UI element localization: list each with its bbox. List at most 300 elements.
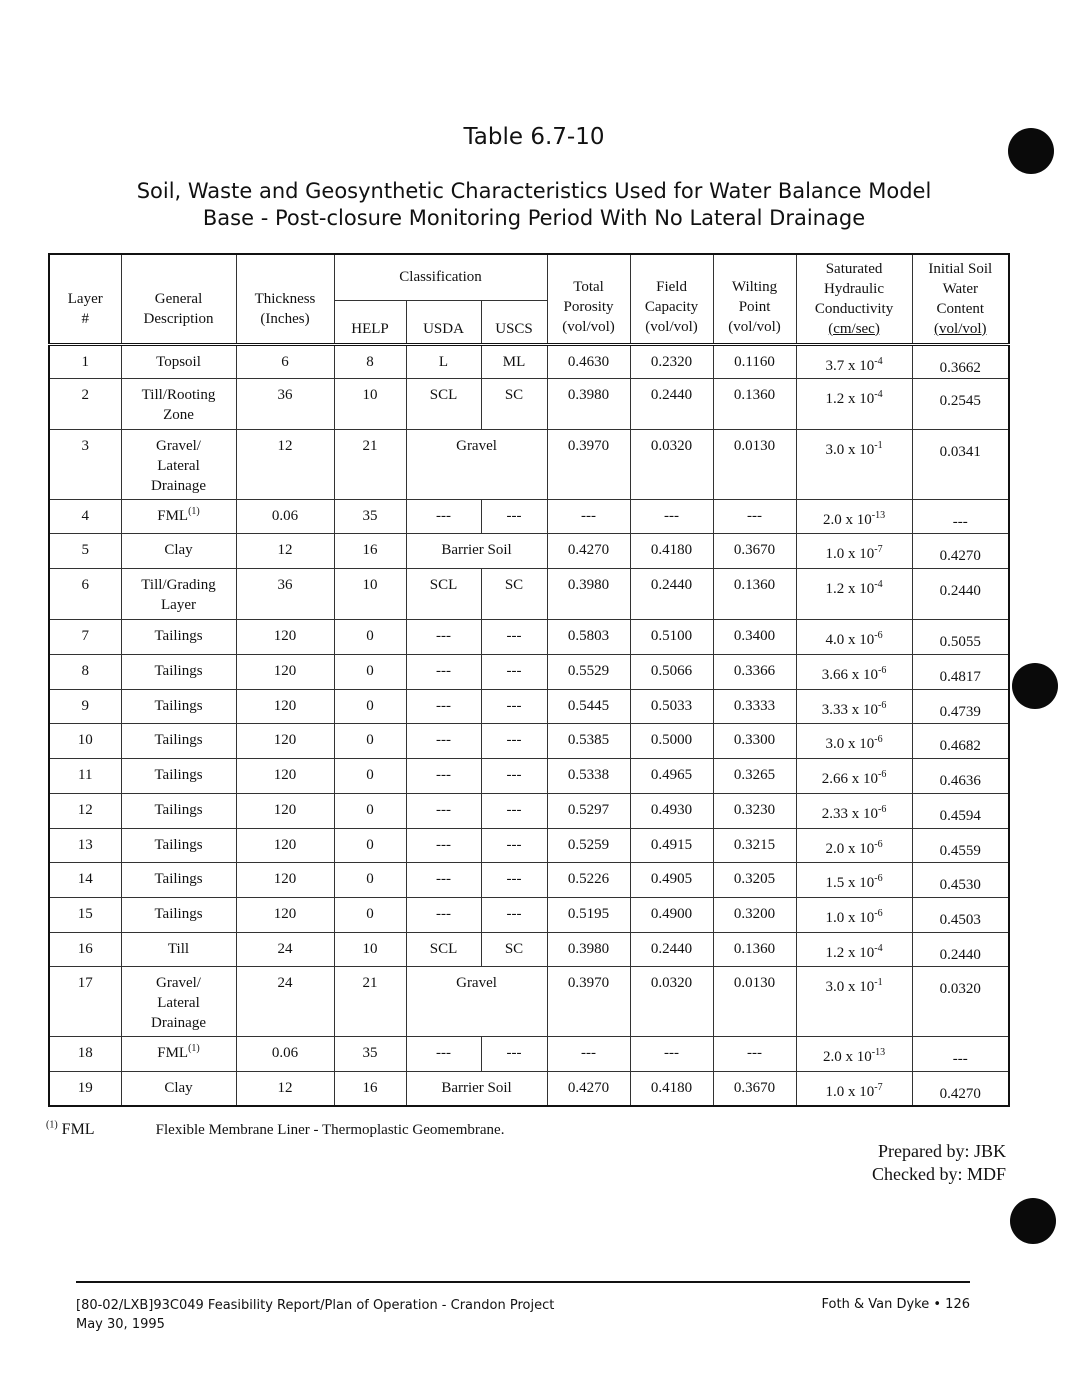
cell-hydraulic-conductivity: 2.66 x $10^{-6}$ bbox=[796, 759, 912, 794]
cell-field-capacity: 0.2440 bbox=[630, 932, 713, 967]
table-title bbox=[0, 178, 1068, 232]
cell-thickness: 12 bbox=[236, 534, 334, 569]
table-row bbox=[49, 654, 1009, 689]
table-row bbox=[49, 344, 1009, 379]
cell-usda: --- bbox=[406, 863, 481, 898]
cell-usda: --- bbox=[406, 897, 481, 932]
cell-layer: 2 bbox=[49, 379, 121, 430]
cell-help: 35 bbox=[334, 499, 406, 534]
cell-thickness: 12 bbox=[236, 430, 334, 499]
description-line: Tailings bbox=[154, 905, 203, 922]
cell-description bbox=[121, 654, 236, 689]
table-row bbox=[49, 1036, 1009, 1071]
header-field-capacity: Field Capacity (vol/vol) bbox=[630, 254, 713, 344]
cell-field-capacity: 0.0320 bbox=[630, 430, 713, 499]
cell-field-capacity: 0.4180 bbox=[630, 534, 713, 569]
exponent: -4 bbox=[874, 355, 883, 367]
table-row bbox=[49, 932, 1009, 967]
cell-field-capacity: 0.5033 bbox=[630, 689, 713, 724]
cell-initial-water-content: 0.0320 bbox=[912, 967, 1009, 1036]
cell-help: 35 bbox=[334, 1036, 406, 1071]
cell-hydraulic-conductivity: 1.2 x $10^{-4}$ bbox=[796, 932, 912, 967]
cell-help: 0 bbox=[334, 897, 406, 932]
cell-initial-water-content: 0.4270 bbox=[912, 534, 1009, 569]
table-header bbox=[49, 254, 1009, 344]
punch-hole-bottom bbox=[1010, 1198, 1056, 1244]
exponent: -6 bbox=[877, 664, 887, 676]
table-row bbox=[49, 430, 1009, 499]
footnote-marker: (1) bbox=[46, 1119, 58, 1131]
cell-thickness: 36 bbox=[236, 379, 334, 430]
cell-thickness: 24 bbox=[236, 967, 334, 1036]
footnote-ref: (1) bbox=[188, 1042, 200, 1054]
cell-layer: 6 bbox=[49, 569, 121, 620]
cell-usda: --- bbox=[406, 724, 481, 759]
cell-hydraulic-conductivity: 3.7 x $10^{-4}$ bbox=[796, 344, 912, 379]
description-line: Lateral bbox=[157, 458, 200, 475]
cell-total-porosity: 0.5259 bbox=[547, 828, 630, 863]
cell-initial-water-content: 0.3662 bbox=[912, 344, 1009, 379]
cell-field-capacity: 0.4900 bbox=[630, 897, 713, 932]
description-line: Drainage bbox=[151, 478, 206, 495]
cell-layer: 5 bbox=[49, 534, 121, 569]
cell-usda: --- bbox=[406, 759, 481, 794]
cell-description bbox=[121, 793, 236, 828]
cell-help: 16 bbox=[334, 534, 406, 569]
cell-initial-water-content: 0.2440 bbox=[912, 932, 1009, 967]
cell-field-capacity: 0.2440 bbox=[630, 569, 713, 620]
description-line: FML$^{(1)}$ bbox=[157, 1042, 200, 1061]
header-classification: Classification bbox=[334, 254, 547, 300]
cell-initial-water-content: 0.0341 bbox=[912, 430, 1009, 499]
cell-wilting-point: 0.0130 bbox=[713, 967, 796, 1036]
table-row bbox=[49, 499, 1009, 534]
signoff bbox=[872, 1140, 1006, 1186]
title-line-2: Base - Post-closure Monitoring Period With No Lateral Drainage bbox=[202, 206, 866, 230]
cell-wilting-point: 0.1360 bbox=[713, 932, 796, 967]
table-row bbox=[49, 534, 1009, 569]
cell-total-porosity: 0.5445 bbox=[547, 689, 630, 724]
cell-description bbox=[121, 344, 236, 379]
exponent: -4 bbox=[874, 942, 883, 954]
cell-uscs: --- bbox=[481, 499, 547, 534]
cell-usda: --- bbox=[406, 499, 481, 534]
cell-description bbox=[121, 569, 236, 620]
description-line: Till/Grading bbox=[141, 577, 216, 594]
cell-usda: SCL bbox=[406, 932, 481, 967]
footer-date: May 30, 1995 bbox=[76, 1317, 165, 1332]
cell-initial-water-content: 0.2440 bbox=[912, 569, 1009, 620]
header-general-description: General Description bbox=[121, 254, 236, 344]
table-row bbox=[49, 828, 1009, 863]
cell-thickness: 12 bbox=[236, 1071, 334, 1106]
cell-uscs: --- bbox=[481, 1036, 547, 1071]
cell-usda: --- bbox=[406, 793, 481, 828]
table-row bbox=[49, 759, 1009, 794]
cell-help: 8 bbox=[334, 344, 406, 379]
exponent: -6 bbox=[874, 630, 883, 642]
cell-hydraulic-conductivity: 3.66 x $10^{-6}$ bbox=[796, 654, 912, 689]
cell-initial-water-content: 0.4817 bbox=[912, 654, 1009, 689]
cell-hydraulic-conductivity: 3.33 x $10^{-6}$ bbox=[796, 689, 912, 724]
cell-initial-water-content: --- bbox=[912, 1036, 1009, 1071]
cell-help: 10 bbox=[334, 569, 406, 620]
cell-total-porosity: 0.5529 bbox=[547, 654, 630, 689]
table-number: Table 6.7-10 bbox=[463, 124, 605, 150]
cell-field-capacity: --- bbox=[630, 499, 713, 534]
cell-total-porosity: 0.3970 bbox=[547, 430, 630, 499]
description-line: Topsoil bbox=[156, 353, 201, 370]
description-line: Tailings bbox=[154, 801, 203, 818]
description-line: Till bbox=[167, 940, 190, 957]
cell-layer: 12 bbox=[49, 793, 121, 828]
cell-wilting-point: 0.3300 bbox=[713, 724, 796, 759]
cell-thickness: 120 bbox=[236, 863, 334, 898]
cell-thickness: 24 bbox=[236, 932, 334, 967]
cell-uscs: --- bbox=[481, 724, 547, 759]
cell-wilting-point: 0.3670 bbox=[713, 1071, 796, 1106]
cell-hydraulic-conductivity: 1.2 x $10^{-4}$ bbox=[796, 379, 912, 430]
punch-hole-middle bbox=[1012, 663, 1058, 709]
description-line: Tailings bbox=[154, 871, 203, 888]
exponent: -4 bbox=[874, 389, 883, 401]
cell-thickness: 120 bbox=[236, 897, 334, 932]
description-line: FML$^{(1)}$ bbox=[157, 505, 200, 524]
cell-layer: 13 bbox=[49, 828, 121, 863]
cell-usda-uscs: Gravel bbox=[406, 430, 547, 499]
cell-wilting-point: 0.1160 bbox=[713, 344, 796, 379]
title-line-1: Soil, Waste and Geosynthetic Characteristics Used for Water Balance Model bbox=[136, 179, 932, 203]
exponent: -13 bbox=[871, 509, 886, 521]
cell-uscs: --- bbox=[481, 689, 547, 724]
cell-help: 21 bbox=[334, 967, 406, 1036]
description-line: Layer bbox=[161, 597, 196, 614]
cell-help: 0 bbox=[334, 863, 406, 898]
cell-hydraulic-conductivity: 1.0 x $10^{-7}$ bbox=[796, 1071, 912, 1106]
cell-hydraulic-conductivity: 3.0 x $10^{-6}$ bbox=[796, 724, 912, 759]
cell-help: 16 bbox=[334, 1071, 406, 1106]
cell-description bbox=[121, 724, 236, 759]
cell-help: 0 bbox=[334, 620, 406, 655]
cell-usda: --- bbox=[406, 654, 481, 689]
header-usda: USDA bbox=[406, 300, 481, 344]
cell-total-porosity: 0.5226 bbox=[547, 863, 630, 898]
footer-left bbox=[76, 1296, 554, 1334]
cell-layer: 1 bbox=[49, 344, 121, 379]
cell-thickness: 36 bbox=[236, 569, 334, 620]
cell-help: 10 bbox=[334, 379, 406, 430]
cell-description bbox=[121, 534, 236, 569]
cell-total-porosity: --- bbox=[547, 1036, 630, 1071]
cell-usda: SCL bbox=[406, 379, 481, 430]
cell-usda: L bbox=[406, 344, 481, 379]
exponent: -6 bbox=[877, 769, 887, 781]
description-line: Tailings bbox=[154, 767, 203, 784]
header-uscs: USCS bbox=[481, 300, 547, 344]
cell-field-capacity: 0.4905 bbox=[630, 863, 713, 898]
header-initial-soil-water-content: Initial Soil Water Content (vol/vol) bbox=[912, 254, 1009, 344]
cell-description bbox=[121, 499, 236, 534]
cell-layer: 4 bbox=[49, 499, 121, 534]
cell-wilting-point: 0.1360 bbox=[713, 569, 796, 620]
cell-layer: 7 bbox=[49, 620, 121, 655]
cell-description bbox=[121, 759, 236, 794]
cell-wilting-point: 0.3215 bbox=[713, 828, 796, 863]
cell-hydraulic-conductivity: 2.0 x $10^{-13}$ bbox=[796, 499, 912, 534]
exponent: -6 bbox=[877, 803, 887, 815]
cell-initial-water-content: 0.4530 bbox=[912, 863, 1009, 898]
cell-initial-water-content: 0.4739 bbox=[912, 689, 1009, 724]
table-row bbox=[49, 967, 1009, 1036]
cell-usda: --- bbox=[406, 620, 481, 655]
description-line: Drainage bbox=[151, 1015, 206, 1032]
cell-description bbox=[121, 430, 236, 499]
cell-uscs: --- bbox=[481, 793, 547, 828]
cell-wilting-point: 0.1360 bbox=[713, 379, 796, 430]
cell-wilting-point: 0.3205 bbox=[713, 863, 796, 898]
cell-initial-water-content: 0.2545 bbox=[912, 379, 1009, 430]
header-saturated-hydraulic-conductivity: Saturated Hydraulic Conductivity (cm/sec) bbox=[796, 254, 912, 344]
description-line: Tailings bbox=[154, 836, 203, 853]
cell-wilting-point: 0.0130 bbox=[713, 430, 796, 499]
table-row bbox=[49, 793, 1009, 828]
footer-doc-reference: [80-02/LXB]93C049 Feasibility Report/Plan of Operation - Crandon Project bbox=[76, 1298, 555, 1313]
cell-hydraulic-conductivity: 4.0 x $10^{-6}$ bbox=[796, 620, 912, 655]
cell-description bbox=[121, 828, 236, 863]
table-row bbox=[49, 689, 1009, 724]
cell-field-capacity: 0.5066 bbox=[630, 654, 713, 689]
cell-total-porosity: 0.5803 bbox=[547, 620, 630, 655]
cell-uscs: SC bbox=[481, 379, 547, 430]
cell-thickness: 120 bbox=[236, 724, 334, 759]
cell-hydraulic-conductivity: 3.0 x $10^{-1}$ bbox=[796, 430, 912, 499]
cell-description bbox=[121, 1071, 236, 1106]
prepared-by: Prepared by: JBK bbox=[878, 1141, 1006, 1161]
cell-initial-water-content: 0.4594 bbox=[912, 793, 1009, 828]
characteristics-table bbox=[48, 253, 1010, 1107]
cell-wilting-point: 0.3366 bbox=[713, 654, 796, 689]
exponent: -6 bbox=[874, 907, 883, 919]
exponent: -7 bbox=[874, 1081, 883, 1093]
cell-total-porosity: 0.3980 bbox=[547, 569, 630, 620]
cell-help: 0 bbox=[334, 654, 406, 689]
cell-help: 0 bbox=[334, 828, 406, 863]
cell-layer: 16 bbox=[49, 932, 121, 967]
cell-total-porosity: 0.3970 bbox=[547, 967, 630, 1036]
header-wilting-point: Wilting Point (vol/vol) bbox=[713, 254, 796, 344]
cell-uscs: --- bbox=[481, 654, 547, 689]
cell-thickness: 0.06 bbox=[236, 1036, 334, 1071]
cell-total-porosity: 0.3980 bbox=[547, 932, 630, 967]
description-line: Tailings bbox=[154, 662, 203, 679]
cell-help: 0 bbox=[334, 793, 406, 828]
cell-usda-uscs: Gravel bbox=[406, 967, 547, 1036]
cell-usda: --- bbox=[406, 828, 481, 863]
description-line: Gravel/ bbox=[156, 975, 201, 992]
cell-hydraulic-conductivity: 2.0 x $10^{-6}$ bbox=[796, 828, 912, 863]
checked-by: Checked by: MDF bbox=[872, 1164, 1006, 1184]
cell-wilting-point: --- bbox=[713, 499, 796, 534]
cell-wilting-point: 0.3200 bbox=[713, 897, 796, 932]
description-line: Lateral bbox=[157, 995, 200, 1012]
table-row bbox=[49, 569, 1009, 620]
cell-layer: 8 bbox=[49, 654, 121, 689]
table-row bbox=[49, 863, 1009, 898]
cell-layer: 14 bbox=[49, 863, 121, 898]
cell-field-capacity: 0.5100 bbox=[630, 620, 713, 655]
footnote-text: Flexible Membrane Liner - Thermoplastic Geomembrane. bbox=[155, 1122, 505, 1138]
description-line: Clay bbox=[164, 1079, 193, 1096]
cell-wilting-point: 0.3230 bbox=[713, 793, 796, 828]
cell-layer: 3 bbox=[49, 430, 121, 499]
cell-field-capacity: 0.4180 bbox=[630, 1071, 713, 1106]
cell-thickness: 120 bbox=[236, 654, 334, 689]
cell-hydraulic-conductivity: 1.2 x $10^{-4}$ bbox=[796, 569, 912, 620]
cell-description bbox=[121, 863, 236, 898]
header-thickness: Thickness (Inches) bbox=[236, 254, 334, 344]
cell-layer: 17 bbox=[49, 967, 121, 1036]
cell-usda: --- bbox=[406, 689, 481, 724]
cell-total-porosity: 0.5195 bbox=[547, 897, 630, 932]
table-body bbox=[49, 344, 1009, 1106]
description-line: Zone bbox=[163, 407, 194, 424]
header-help: HELP bbox=[334, 300, 406, 344]
cell-hydraulic-conductivity: 3.0 x $10^{-1}$ bbox=[796, 967, 912, 1036]
cell-initial-water-content: 0.4270 bbox=[912, 1071, 1009, 1106]
cell-hydraulic-conductivity: 2.33 x $10^{-6}$ bbox=[796, 793, 912, 828]
exponent: -6 bbox=[877, 699, 887, 711]
cell-description bbox=[121, 379, 236, 430]
cell-uscs: --- bbox=[481, 620, 547, 655]
cell-uscs: ML bbox=[481, 344, 547, 379]
footnote-code: FML bbox=[61, 1121, 95, 1138]
cell-uscs: --- bbox=[481, 897, 547, 932]
cell-total-porosity: 0.5297 bbox=[547, 793, 630, 828]
cell-field-capacity: 0.4930 bbox=[630, 793, 713, 828]
header-layer: Layer # bbox=[49, 254, 121, 344]
cell-wilting-point: 0.3333 bbox=[713, 689, 796, 724]
exponent: -1 bbox=[874, 440, 883, 452]
table-row bbox=[49, 724, 1009, 759]
cell-initial-water-content: 0.4559 bbox=[912, 828, 1009, 863]
footer-rule bbox=[76, 1281, 970, 1283]
cell-hydraulic-conductivity: 1.5 x $10^{-6}$ bbox=[796, 863, 912, 898]
cell-thickness: 0.06 bbox=[236, 499, 334, 534]
cell-description bbox=[121, 1036, 236, 1071]
cell-hydraulic-conductivity: 2.0 x $10^{-13}$ bbox=[796, 1036, 912, 1071]
cell-layer: 9 bbox=[49, 689, 121, 724]
cell-thickness: 120 bbox=[236, 620, 334, 655]
cell-thickness: 120 bbox=[236, 759, 334, 794]
cell-initial-water-content: --- bbox=[912, 499, 1009, 534]
cell-usda: SCL bbox=[406, 569, 481, 620]
cell-layer: 15 bbox=[49, 897, 121, 932]
cell-layer: 18 bbox=[49, 1036, 121, 1071]
description-line: Gravel/ bbox=[156, 438, 201, 455]
cell-layer: 11 bbox=[49, 759, 121, 794]
cell-uscs: SC bbox=[481, 569, 547, 620]
exponent: -4 bbox=[874, 579, 883, 591]
cell-description bbox=[121, 932, 236, 967]
description-line: Tailings bbox=[154, 628, 203, 645]
cell-help: 21 bbox=[334, 430, 406, 499]
footnote-ref: (1) bbox=[188, 505, 200, 517]
cell-hydraulic-conductivity: 1.0 x $10^{-7}$ bbox=[796, 534, 912, 569]
cell-thickness: 6 bbox=[236, 344, 334, 379]
cell-wilting-point: 0.3400 bbox=[713, 620, 796, 655]
cell-layer: 10 bbox=[49, 724, 121, 759]
cell-total-porosity: 0.5385 bbox=[547, 724, 630, 759]
exponent: -13 bbox=[871, 1046, 886, 1058]
exponent: -1 bbox=[874, 977, 883, 989]
table-row bbox=[49, 620, 1009, 655]
cell-wilting-point: 0.3670 bbox=[713, 534, 796, 569]
cell-wilting-point: 0.3265 bbox=[713, 759, 796, 794]
cell-field-capacity: --- bbox=[630, 1036, 713, 1071]
header-total-porosity: Total Porosity (vol/vol) bbox=[547, 254, 630, 344]
cell-usda: --- bbox=[406, 1036, 481, 1071]
cell-uscs: --- bbox=[481, 863, 547, 898]
cell-description bbox=[121, 967, 236, 1036]
cell-total-porosity: 0.3980 bbox=[547, 379, 630, 430]
cell-layer: 19 bbox=[49, 1071, 121, 1106]
cell-field-capacity: 0.4915 bbox=[630, 828, 713, 863]
cell-total-porosity: --- bbox=[547, 499, 630, 534]
cell-wilting-point: --- bbox=[713, 1036, 796, 1071]
cell-thickness: 120 bbox=[236, 828, 334, 863]
cell-help: 0 bbox=[334, 759, 406, 794]
cell-total-porosity: 0.4630 bbox=[547, 344, 630, 379]
cell-help: 0 bbox=[334, 689, 406, 724]
footnote bbox=[46, 1121, 504, 1139]
table-row bbox=[49, 379, 1009, 430]
cell-initial-water-content: 0.4682 bbox=[912, 724, 1009, 759]
footer-page-info: Foth & Van Dyke • 126 bbox=[821, 1297, 970, 1312]
cell-field-capacity: 0.2320 bbox=[630, 344, 713, 379]
cell-initial-water-content: 0.4636 bbox=[912, 759, 1009, 794]
table-row bbox=[49, 897, 1009, 932]
cell-usda-uscs: Barrier Soil bbox=[406, 1071, 547, 1106]
exponent: -6 bbox=[874, 873, 883, 885]
description-line: Clay bbox=[164, 542, 193, 559]
cell-total-porosity: 0.4270 bbox=[547, 1071, 630, 1106]
cell-field-capacity: 0.5000 bbox=[630, 724, 713, 759]
cell-initial-water-content: 0.5055 bbox=[912, 620, 1009, 655]
cell-description bbox=[121, 897, 236, 932]
description-line: Till/Rooting bbox=[141, 387, 216, 404]
exponent: -7 bbox=[874, 544, 883, 556]
cell-hydraulic-conductivity: 1.0 x $10^{-6}$ bbox=[796, 897, 912, 932]
cell-thickness: 120 bbox=[236, 689, 334, 724]
cell-field-capacity: 0.2440 bbox=[630, 379, 713, 430]
cell-uscs: --- bbox=[481, 828, 547, 863]
cell-description bbox=[121, 620, 236, 655]
cell-uscs: SC bbox=[481, 932, 547, 967]
cell-field-capacity: 0.0320 bbox=[630, 967, 713, 1036]
table-row bbox=[49, 1071, 1009, 1106]
cell-uscs: --- bbox=[481, 759, 547, 794]
cell-field-capacity: 0.4965 bbox=[630, 759, 713, 794]
exponent: -6 bbox=[874, 734, 883, 746]
cell-initial-water-content: 0.4503 bbox=[912, 897, 1009, 932]
exponent: -6 bbox=[874, 838, 883, 850]
cell-usda-uscs: Barrier Soil bbox=[406, 534, 547, 569]
description-line: Tailings bbox=[154, 697, 203, 714]
description-line: Tailings bbox=[154, 732, 203, 749]
cell-total-porosity: 0.4270 bbox=[547, 534, 630, 569]
cell-help: 0 bbox=[334, 724, 406, 759]
cell-total-porosity: 0.5338 bbox=[547, 759, 630, 794]
